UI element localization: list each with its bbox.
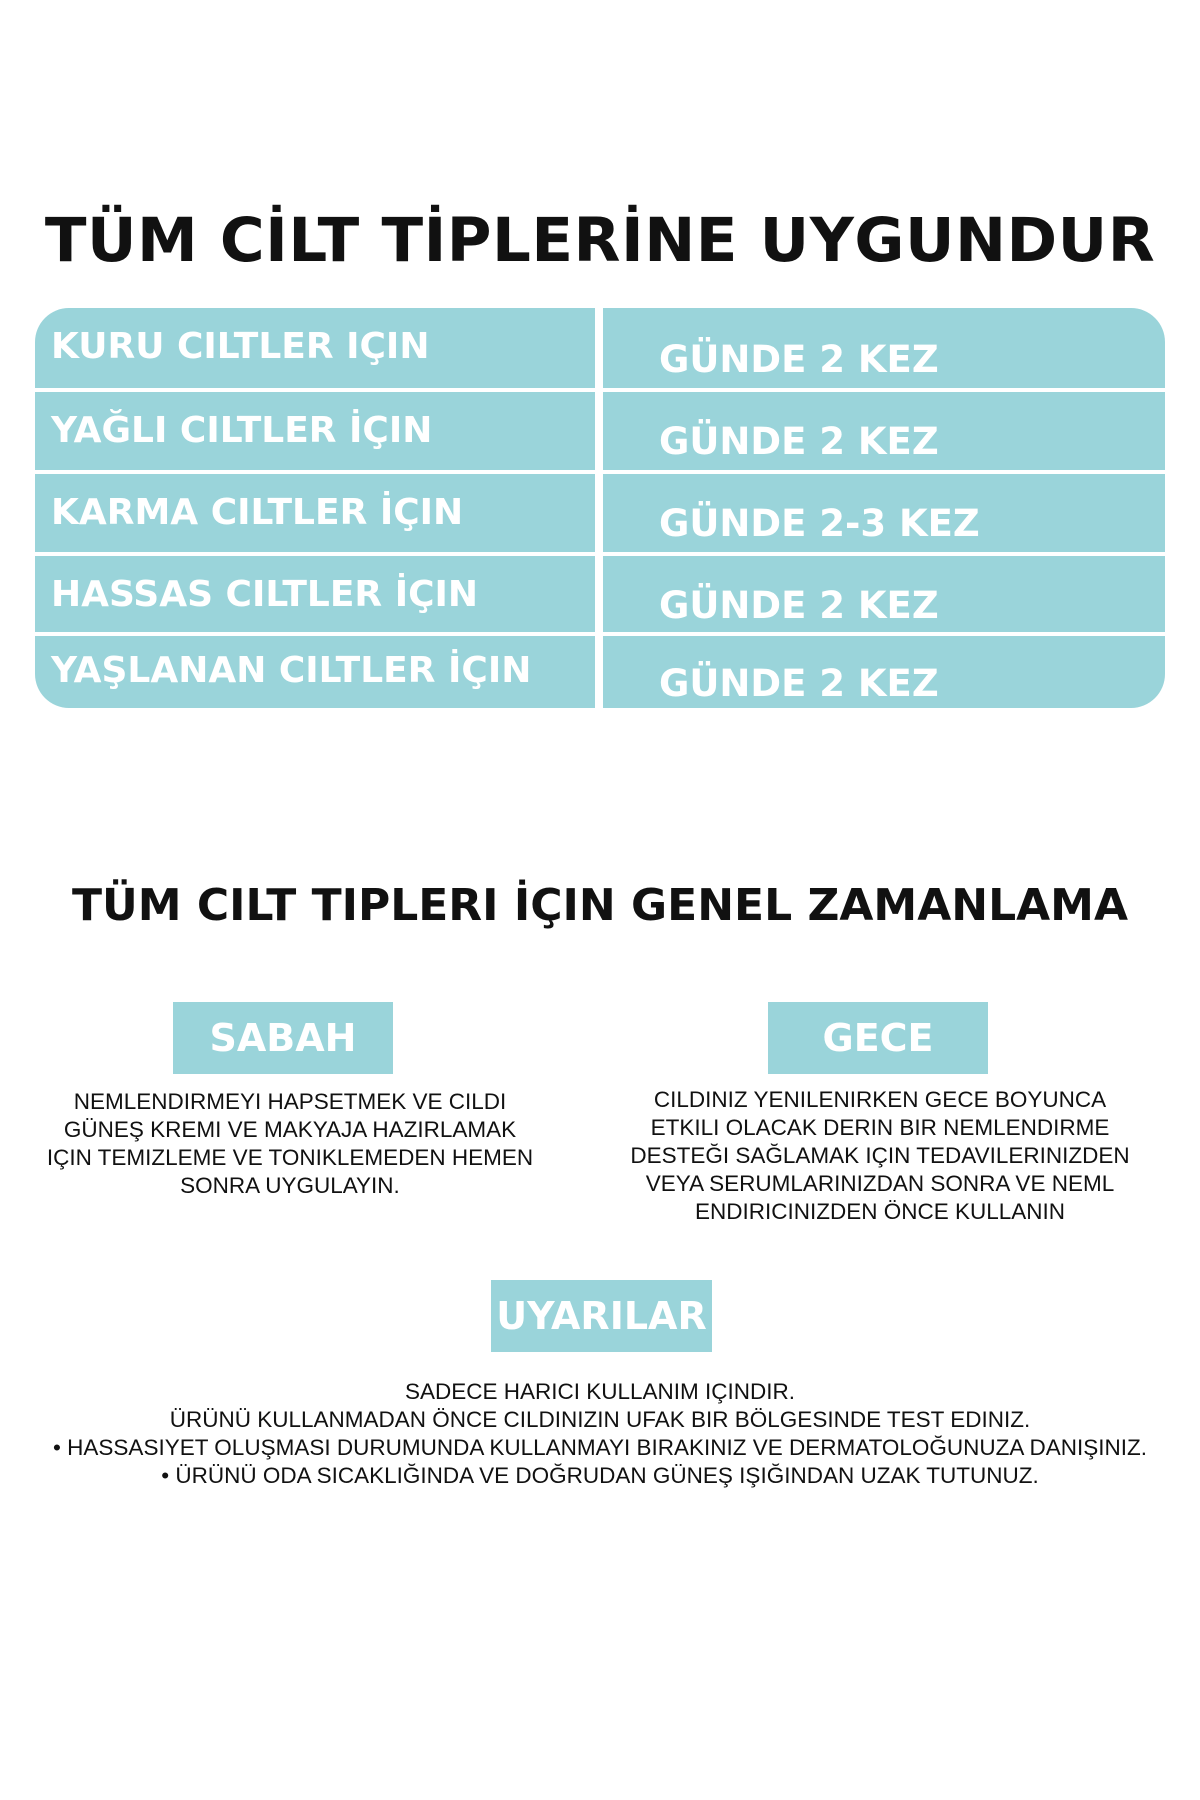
frequency-cell: GÜNDE 2 KEZ [603, 636, 1165, 708]
skin-type-cell: HASSAS CILTLER İÇIN [35, 556, 595, 632]
skin-type-cell: KARMA CILTLER İÇIN [35, 474, 595, 552]
skin-type-cell: YAŞLANAN CILTLER İÇIN [35, 636, 595, 708]
skin-type-cell: YAĞLI CILTLER İÇIN [35, 392, 595, 470]
warnings-label: UYARILAR [491, 1280, 712, 1352]
warning-line: • HASSASIYET OLUŞMASI DURUMUNDA KULLANMAYI BIRAKINIZ VE DERMATOLOĞUNUZA DANIŞINIZ. [53, 1435, 1147, 1460]
frequency-cell: GÜNDE 2-3 KEZ [603, 474, 1165, 552]
timing-title: TÜM CILT TIPLERI İÇIN GENEL ZAMANLAMA [71, 880, 1129, 931]
night-description: CILDINIZ YENILENIRKEN GECE BOYUNCA ETKILI OLACAK DERIN BIR NEMLENDIRME DESTEĞI SAĞLAMAK IÇIN TEDAVILERINIZDEN VEYA SERUMLARINIZDAN SONRA VE NEML ENDIRICINIZDEN ÖNCE KULLANIN [630, 1087, 1130, 1224]
warning-line: SADECE HARICI KULLANIM IÇINDIR. [404, 1379, 796, 1404]
skin-type-cell: KURU CILTLER IÇIN [35, 308, 595, 388]
morning-description: NEMLENDIRMEYI HAPSETMEK VE CILDI GÜNEŞ KREMI VE MAKYAJA HAZIRLAMAK IÇIN TEMIZLEME VE TONIKLEMEDEN HEMEN SONRA UYGULAYIN. [46, 1089, 534, 1198]
frequency-cell: GÜNDE 2 KEZ [603, 556, 1165, 632]
warning-line: ÜRÜNÜ KULLANMADAN ÖNCE CILDINIZIN UFAK BIR BÖLGESINDE TEST EDINIZ. [169, 1407, 1031, 1432]
warning-line: • ÜRÜNÜ ODA SICAKLIĞINDA VE DOĞRUDAN GÜNEŞ IŞIĞINDAN UZAK TUTUNUZ. [161, 1463, 1039, 1488]
morning-label: SABAH [173, 1002, 393, 1074]
frequency-cell: GÜNDE 2 KEZ [603, 308, 1165, 388]
usage-table [35, 308, 1165, 708]
page-title: TÜM CİLT TİPLERİNE UYGUNDUR [44, 205, 1156, 276]
warnings-list [0, 1378, 1200, 1490]
night-label: GECE [768, 1002, 988, 1074]
frequency-cell: GÜNDE 2 KEZ [603, 392, 1165, 470]
